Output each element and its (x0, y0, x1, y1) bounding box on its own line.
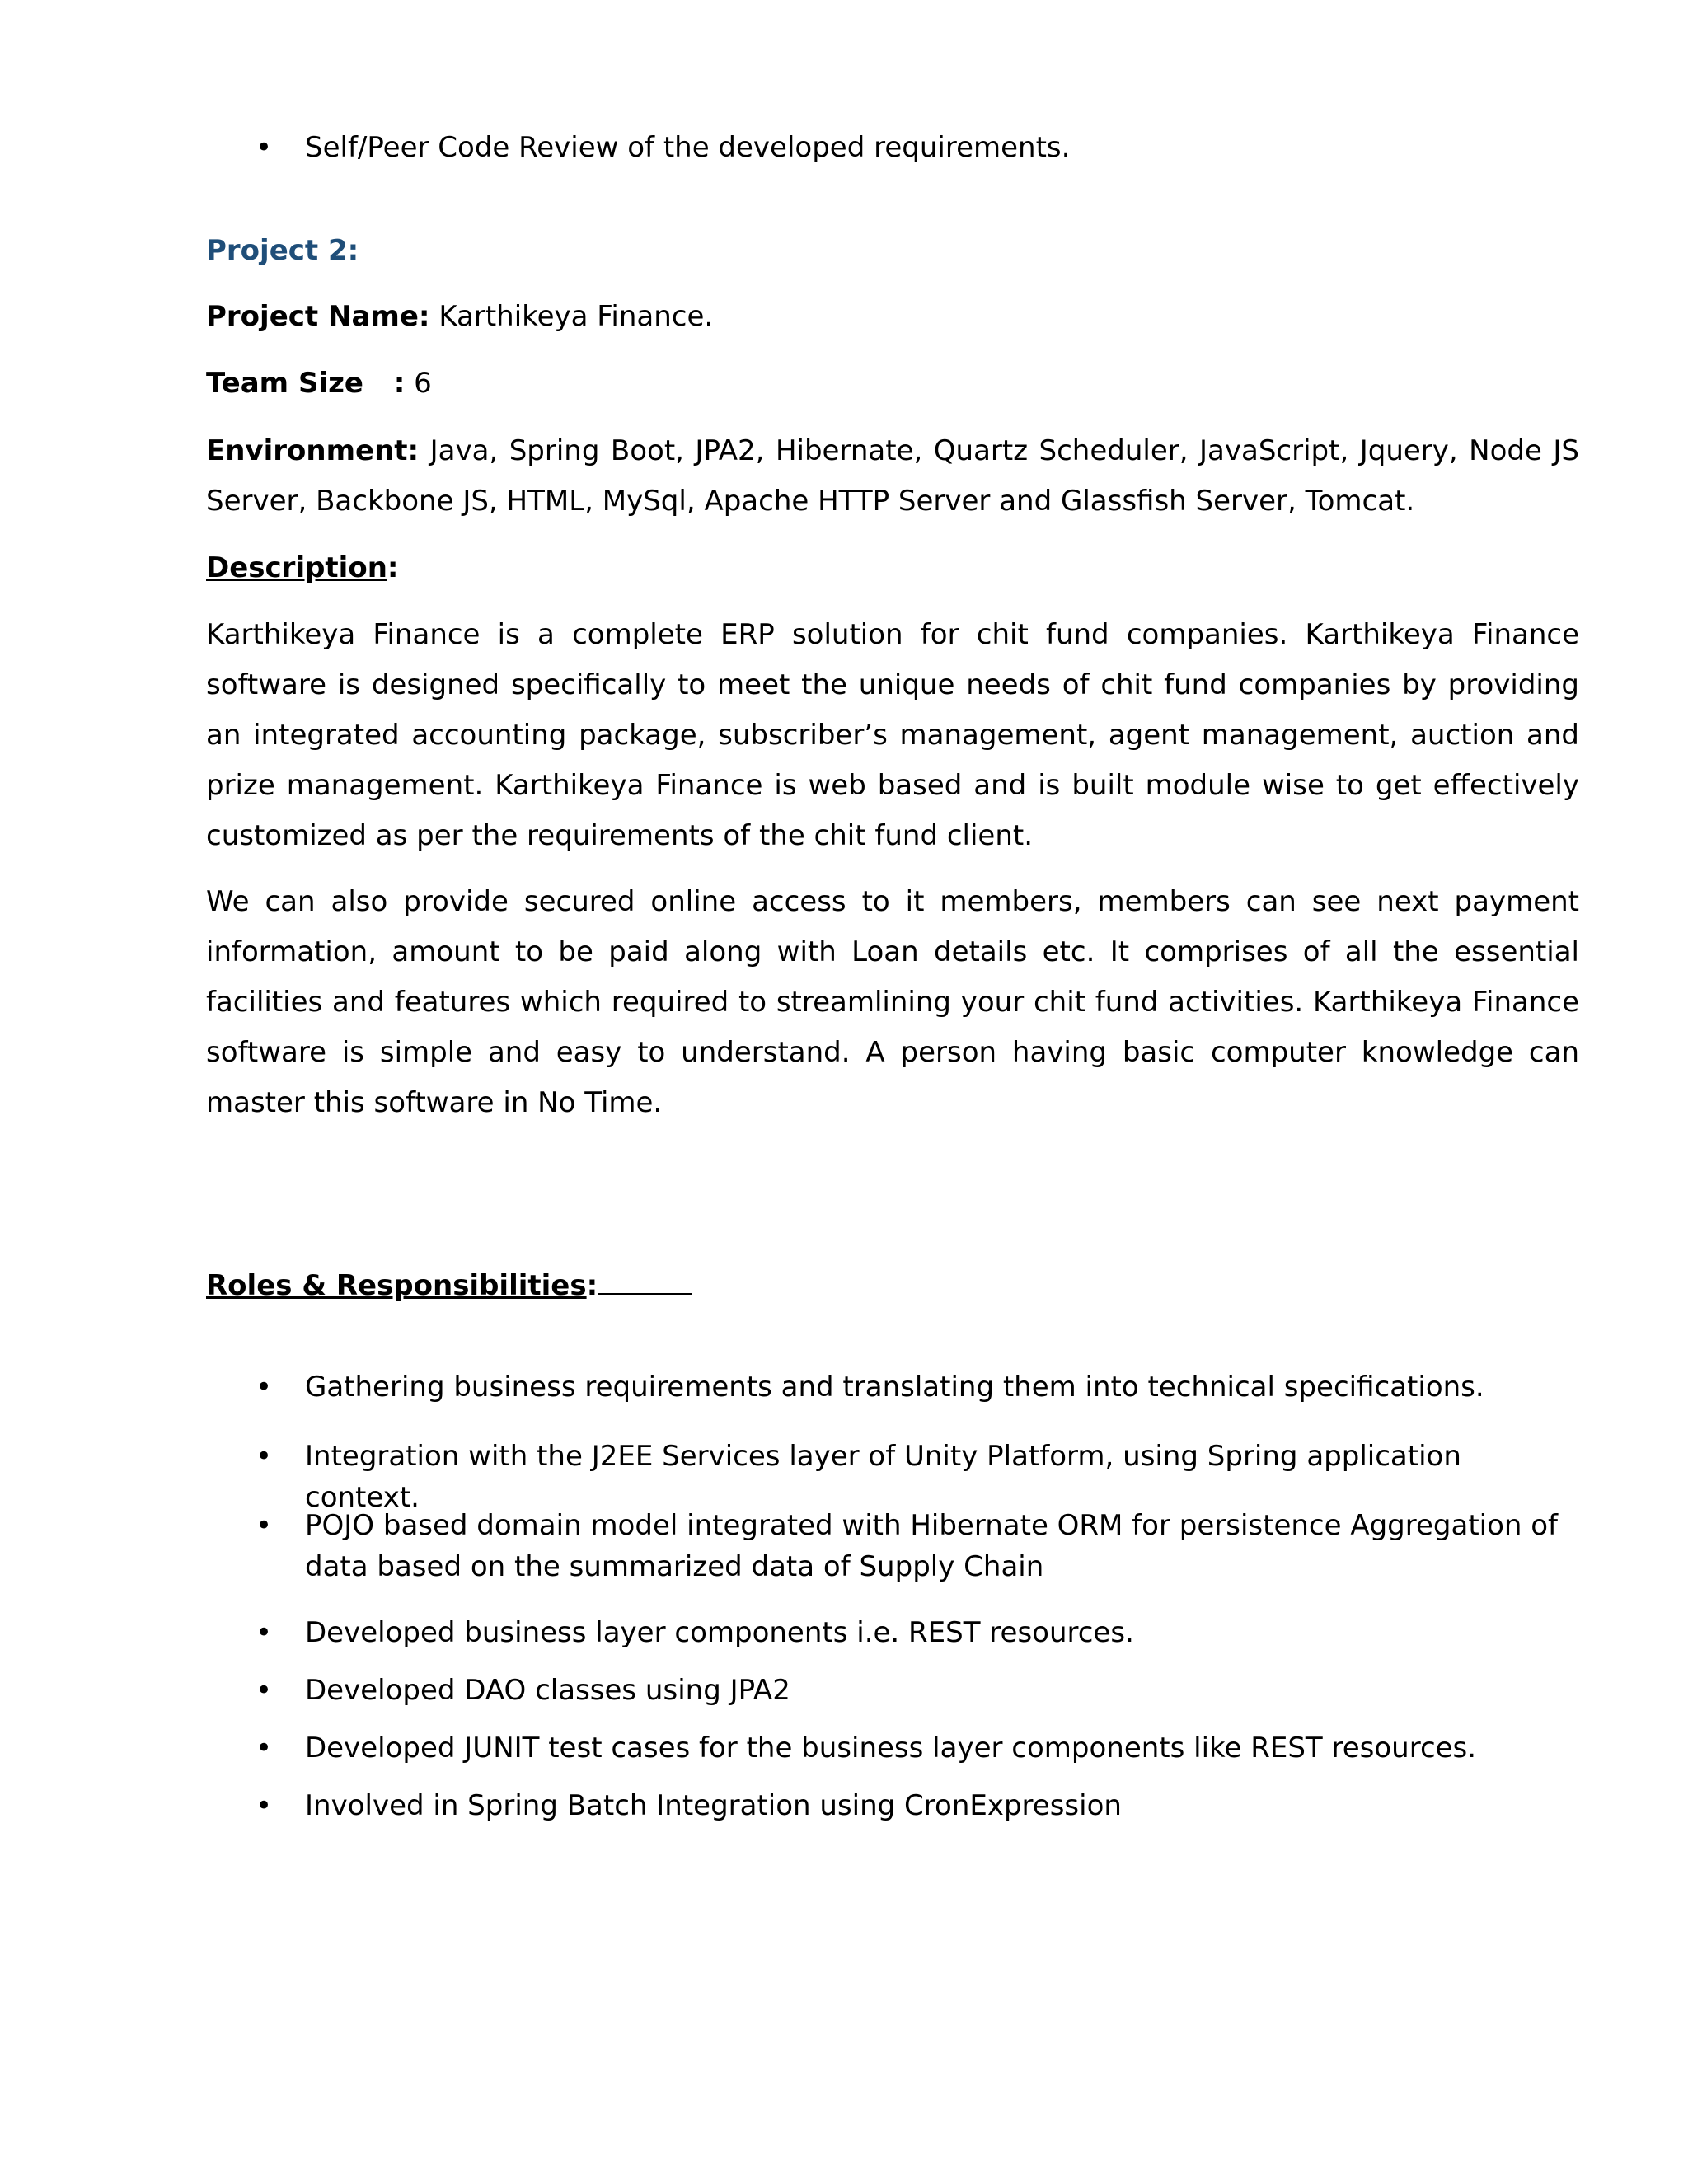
team-size-label: Team Size (206, 367, 363, 400)
list-item-text: Gathering business requirements and translating them into technical specifications. (305, 1371, 1484, 1404)
bullet-icon: • (256, 1789, 273, 1822)
environment-line (206, 426, 1579, 527)
list-item-text: Developed DAO classes using JPA2 (305, 1674, 790, 1707)
project-heading: Project 2: (206, 234, 359, 267)
list-item-text: Integration with the J2EE Services layer of Unity Platform, using Spring application context. (305, 1440, 1461, 1514)
bullet-icon: • (256, 1674, 273, 1707)
list-item-text: POJO based domain model integrated with Hibernate ORM for persistence Aggregation of data based on the summarized data of Supply Chain (305, 1509, 1559, 1583)
list-item-text: Involved in Spring Batch Integration using CronExpression (305, 1789, 1122, 1822)
team-size-line (206, 359, 1579, 409)
list-item-text: Self/Peer Code Review of the developed requirements. (305, 131, 1071, 164)
list-item-text: Developed business layer components i.e. REST resources. (305, 1616, 1134, 1649)
bullet-icon: • (256, 1732, 273, 1765)
description-heading (206, 543, 1579, 593)
roles-colon: : (586, 1269, 598, 1302)
description-colon: : (387, 551, 399, 584)
environment-value: Java, Spring Boot, JPA2, Hibernate, Quartz Scheduler, JavaScript, Jquery, Node JS Server, Backbone JS, HTML, MySql, Apache HTTP Server and Glassfish Server, Tomcat. (206, 434, 1579, 518)
bullet-icon: • (256, 1509, 273, 1542)
bullet-icon: • (256, 1616, 273, 1649)
bullet-icon: • (256, 1371, 273, 1404)
project-name-line (206, 292, 1579, 342)
description-paragraph: Karthikeya Finance is a complete ERP solution for chit fund companies. Karthikeya Finance software is designed specifically to meet the unique needs of chit fund companies by providing an integrated accounting package, subscriber’s management, agent management, auction and prize management. Karthikeya Finance is web based and is built module wise to get effectively customized as per the requirements of the chit fund client. (206, 618, 1579, 852)
resume-page (206, 0, 1579, 2184)
description-paragraph: We can also provide secured online access to it members, members can see next payment information, amount to be paid along with Loan details etc. It comprises of all the essential facilities and features which required to streamlining your chit fund activities. Karthikeya Finance software is simple and easy to understand. A person having basic computer knowledge can master this software in No Time. (206, 885, 1579, 1119)
team-size-value: 6 (414, 367, 432, 400)
roles-heading (206, 1261, 1579, 1311)
team-size-colon: : (393, 367, 406, 400)
project-name-value: Karthikeya Finance. (438, 300, 714, 333)
project-name-label: Project Name: (206, 300, 430, 333)
roles-underline-gap (598, 1292, 692, 1295)
bullet-icon: • (256, 131, 273, 164)
roles-label: Roles & Responsibilities (206, 1269, 587, 1302)
environment-label: Environment: (206, 434, 420, 467)
list-item-text: Developed JUNIT test cases for the business layer components like REST resources. (305, 1732, 1477, 1765)
description-label: Description (206, 551, 387, 584)
bullet-icon: • (256, 1440, 273, 1473)
